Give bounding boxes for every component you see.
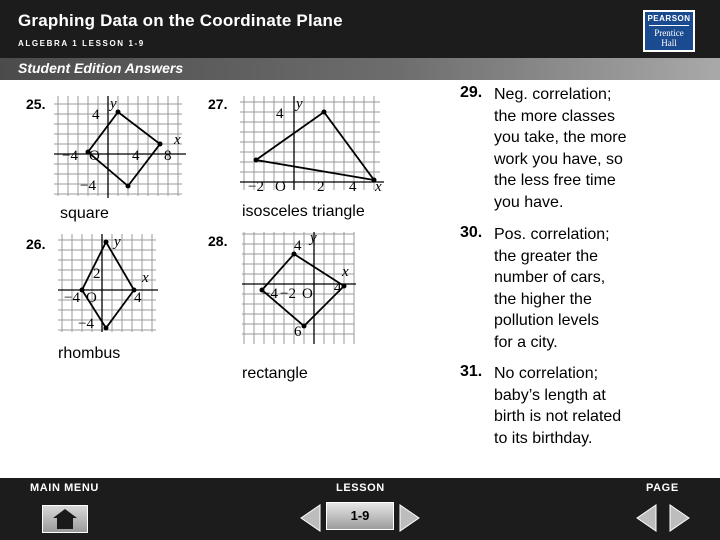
problem-27-caption: isosceles triangle [242, 203, 365, 220]
problem-27-graph [238, 94, 388, 196]
p28-tick-x4: 4 [334, 280, 342, 296]
problem-26-graph [56, 232, 160, 334]
logo-line-2: Hall [661, 38, 677, 48]
problem-26-caption: rhombus [58, 345, 121, 362]
p28-tick-yneg6: 6 [294, 324, 302, 340]
p25-tick-x4: 4 [132, 148, 140, 164]
problem-28-graph [240, 228, 358, 346]
p27-y-label: y [296, 96, 303, 112]
lesson-subtitle: ALGEBRA 1 LESSON 1-9 [18, 39, 145, 48]
header-bar [0, 0, 720, 58]
problem-28-number: 28. [208, 233, 228, 249]
answer-29-number: 29. [460, 84, 483, 101]
page-label: PAGE [646, 482, 679, 494]
section-banner [0, 58, 720, 80]
p25-tick-x8: 8 [164, 148, 172, 164]
p26-y-label: y [114, 234, 121, 250]
p27-tick-y4: 4 [276, 106, 284, 122]
p27-tick-x4: 4 [349, 179, 357, 195]
previous-page-button[interactable] [634, 503, 658, 533]
problem-25-graph [50, 94, 190, 200]
previous-lesson-button[interactable] [298, 503, 322, 533]
logo-divider [649, 25, 689, 26]
p28-origin: O [302, 286, 313, 302]
p26-tick-y2: 2 [93, 266, 101, 282]
next-page-button[interactable] [668, 503, 692, 533]
problem-27-number: 27. [208, 96, 228, 112]
answer-31-text: No correlation; baby’s length at birth is not related to its birthday. [494, 365, 622, 447]
p27-x-label: x [375, 179, 382, 195]
section-title: Student Edition Answers [18, 60, 184, 76]
home-icon [43, 506, 87, 532]
lesson-label: LESSON [336, 482, 385, 494]
problem-28-caption: rectangle [242, 365, 308, 382]
answer-30-number: 30. [460, 224, 483, 241]
p26-tick-x4: 4 [134, 290, 142, 306]
answer-31-number: 31. [460, 363, 483, 380]
logo-line-1: Prentice [654, 28, 684, 38]
logo-brand: PEARSON [647, 14, 691, 23]
answer-29-text: Neg. correlation; the more classes you take, the more work you have, so the less free time you have. [494, 86, 627, 211]
lesson-number-badge: 1-9 [326, 502, 394, 530]
p28-x-label: x [342, 264, 349, 280]
p26-tick-xneg4: −4 [64, 290, 80, 306]
problem-25-number: 25. [26, 96, 46, 112]
pearson-logo [643, 10, 695, 52]
p25-tick-y4: 4 [92, 107, 100, 123]
p28-tick-xneg2: −2 [280, 286, 296, 302]
main-menu-label: MAIN MENU [30, 482, 99, 494]
p25-origin: O [89, 148, 100, 164]
next-lesson-button[interactable] [398, 503, 422, 533]
p25-tick-yneg4: −4 [80, 178, 96, 194]
page-title: Graphing Data on the Coordinate Plane [18, 11, 343, 30]
p27-origin: O [275, 179, 286, 195]
p25-y-label: y [110, 96, 117, 112]
p27-tick-xneg2: −2 [248, 179, 264, 195]
p25-x-label: x [174, 132, 181, 148]
p28-tick-y4: 4 [294, 238, 302, 254]
answer-30-text: Pos. correlation; the greater the number of cars, the higher the pollution levels for a city. [494, 226, 610, 351]
p27-tick-x2: 2 [317, 179, 325, 195]
main-menu-button[interactable] [42, 505, 88, 533]
problem-25-caption: square [60, 205, 109, 222]
p28-tick-xneg4: −4 [262, 286, 278, 302]
problem-26-number: 26. [26, 236, 46, 252]
p28-y-label: y [310, 230, 317, 246]
p26-tick-yneg4: −4 [78, 316, 94, 332]
p25-tick-xneg4: −4 [62, 148, 78, 164]
p26-origin: O [86, 290, 97, 306]
p26-x-label: x [142, 270, 149, 286]
